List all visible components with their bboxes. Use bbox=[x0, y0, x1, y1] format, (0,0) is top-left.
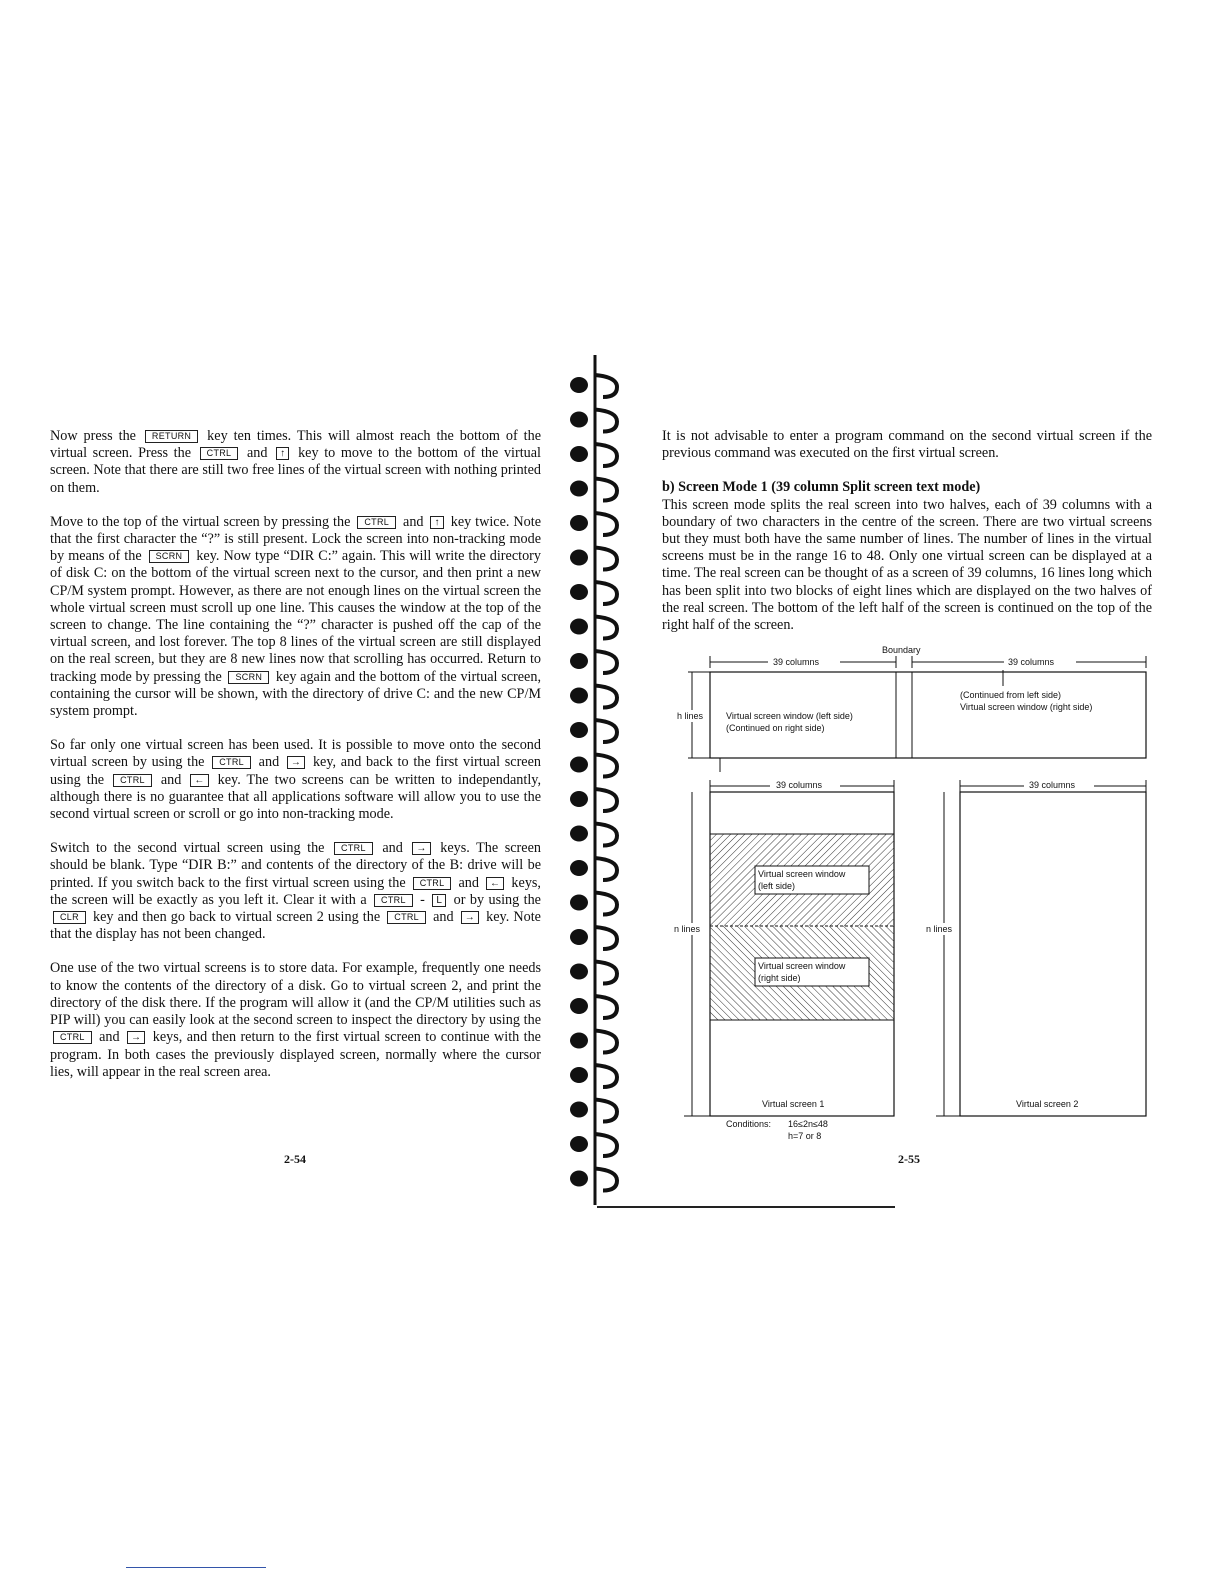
binding-ring bbox=[595, 962, 617, 984]
binding-base-line bbox=[597, 1206, 895, 1208]
binding-ring bbox=[595, 444, 617, 466]
binding-hole bbox=[570, 964, 588, 980]
binding-ring bbox=[595, 927, 617, 949]
binding-hole bbox=[570, 619, 588, 635]
window-caption: Virtual screen window (left side) bbox=[726, 711, 853, 721]
columns-label: 39 columns bbox=[776, 780, 823, 790]
window-caption: (Continued from left side) bbox=[960, 690, 1062, 700]
key-cap: ← bbox=[190, 774, 208, 787]
key-cap: L bbox=[432, 894, 446, 907]
binding-ring bbox=[595, 375, 617, 397]
virtual-screen-2 bbox=[960, 792, 1146, 1116]
binding-ring bbox=[595, 617, 617, 639]
binding-hole bbox=[570, 584, 588, 600]
screen-label: Virtual screen 2 bbox=[1016, 1099, 1079, 1109]
binding-ring bbox=[595, 513, 617, 535]
binding-hole bbox=[570, 550, 588, 566]
columns-label: 39 columns bbox=[773, 657, 820, 667]
paragraph: Now press the RETURN key ten times. This will almost reach the bottom of the virtual screen. Press the CTRL and ↑ key to move to the bottom of the virtual screen. Note that there are still two free lines of the virtual screen with nothing printed on them. bbox=[50, 428, 541, 496]
binding-hole bbox=[570, 1136, 588, 1152]
paragraph: Move to the top of the virtual screen by pressing the CTRL and ↑ key twice. Note that the first character the “?” is still present. Lock the screen into non-tracking mode by means of the SCRN key. Now type “DIR C:” again. This will write the directory of disk C: on the bottom of the virtual screen next to the cursor, and then print a new CP/M system prompt. However, as there are not enough lines on the virtual screen the whole virtual screen must scroll up one line. This causes the window at the top of the screen to change. The line containing the “?” character is pushed off the cap of the virtual screen, and lost forever. The top 8 lines of the virtual screen are still displayed on the real screen, but they are 8 new lines now that scrolling has occurred. Return to tracking mode by pressing the SCRN key again and the bottom of the virtual screen, containing the cursor will be shown, with the directory of drive C: and the new CP/M system prompt. bbox=[50, 513, 541, 720]
binding-hole bbox=[570, 895, 588, 911]
paragraph: One use of the two virtual screens is to store data. For example, frequently one needs to know the contents of the directory of a disk. Go to virtual screen 2, and print the directory of the disk there. If the program will allow it (and the CP/M utilities such as PIP will) you can easily look at the second screen to inspect the directory by using the CTRL and → keys, and then return to the first virtual screen to continue with the program. In both cases the previously displayed screen, normally where the cursor lies, will appear in the real screen area. bbox=[50, 960, 541, 1080]
key-cap: CTRL bbox=[200, 447, 239, 460]
condition: 16≤2n≤48 bbox=[788, 1119, 828, 1129]
window-caption: Virtual screen window bbox=[758, 961, 846, 971]
binding-hole bbox=[570, 929, 588, 945]
key-cap: CTRL bbox=[113, 774, 152, 787]
binding-hole bbox=[570, 1171, 588, 1187]
binding-ring bbox=[595, 789, 617, 811]
key-cap: CTRL bbox=[334, 842, 373, 855]
binding-hole bbox=[570, 688, 588, 704]
page-number-right: 2-55 bbox=[898, 1152, 920, 1166]
binding-ring bbox=[595, 410, 617, 432]
binding-hole bbox=[570, 1067, 588, 1083]
binding-hole bbox=[570, 722, 588, 738]
binding-hole bbox=[570, 377, 588, 393]
paragraph: This screen mode splits the real screen into two halves, each of 39 columns with a boundary of two characters in the centre of the screen. There are two virtual screens but they must both have the same number of lines. The number of lines in the virtual screens must be in the range 16 to 48. Only one virtual screen can be displayed at a time. The real screen can be thought of as a screen of 39 columns, 16 lines long which has been split into two blocks of eight lines which are displayed on the two halves of the real screen. The bottom of the left half of the screen is continued on the top of the right half of the screen. bbox=[662, 496, 1152, 634]
key-cap: SCRN bbox=[149, 550, 190, 563]
binding-hole bbox=[570, 515, 588, 531]
condition: h=7 or 8 bbox=[788, 1131, 822, 1141]
binding-hole bbox=[570, 1033, 588, 1049]
binding-ring bbox=[595, 996, 617, 1018]
key-cap: → bbox=[287, 756, 305, 769]
screen-mode-diagram bbox=[670, 640, 1160, 1150]
columns-label: 39 columns bbox=[1029, 780, 1076, 790]
left-page bbox=[50, 428, 541, 1081]
binding-ring bbox=[595, 1031, 617, 1053]
footer-rule bbox=[126, 1567, 266, 1568]
window-caption: Virtual screen window (right side) bbox=[960, 702, 1093, 712]
key-cap: CTRL bbox=[413, 877, 452, 890]
key-cap: ↑ bbox=[430, 516, 443, 529]
paragraph: So far only one virtual screen has been used. It is possible to move onto the second virtual screen by using the CTRL and → key, and back to the first virtual screen using the CTRL and ← key. The two screens can be written to independantly, although there is no guarantee that all applications software will allow you to use the second virtual screen or scroll or go into non-tracking mode. bbox=[50, 737, 541, 823]
conditions-label: Conditions: bbox=[726, 1119, 772, 1129]
window-caption: (right side) bbox=[758, 973, 801, 983]
lines-label: n lines bbox=[926, 924, 953, 934]
key-cap: ← bbox=[486, 877, 504, 890]
key-cap: RETURN bbox=[145, 430, 198, 443]
binding-ring bbox=[595, 720, 617, 742]
binding-hole bbox=[570, 653, 588, 669]
binding-ring bbox=[595, 1134, 617, 1156]
key-cap: → bbox=[412, 842, 430, 855]
lines-label: n lines bbox=[674, 924, 701, 934]
window-caption: (Continued on right side) bbox=[726, 723, 825, 733]
key-cap: CTRL bbox=[357, 516, 396, 529]
binding-ring bbox=[595, 858, 617, 880]
screen-label: Virtual screen 1 bbox=[762, 1099, 825, 1109]
key-cap: → bbox=[461, 911, 479, 924]
binding-ring bbox=[595, 548, 617, 570]
binding-hole bbox=[570, 446, 588, 462]
binding-hole bbox=[570, 481, 588, 497]
binding-ring bbox=[595, 893, 617, 915]
key-cap: CTRL bbox=[53, 1031, 92, 1044]
binding-hole bbox=[570, 826, 588, 842]
binding-ring bbox=[595, 582, 617, 604]
lines-label: h lines bbox=[677, 711, 704, 721]
binding-ring bbox=[595, 686, 617, 708]
key-cap: ↑ bbox=[276, 447, 289, 460]
paragraph: Switch to the second virtual screen using the CTRL and → keys. The screen should be blank. Type “DIR B:” and contents of the directory of the B: drive will be printed. If you switch back to the first virtual screen using the CTRL and ← keys, the screen will be exactly as you left it. Clear it with a CTRL - L or by using the CLR key and then go back to virtual screen 2 using the CTRL and → key. Note that the display has not been changed. bbox=[50, 840, 541, 943]
key-cap: → bbox=[127, 1031, 145, 1044]
binding-ring bbox=[595, 755, 617, 777]
binding-hole bbox=[570, 998, 588, 1014]
binding-ring bbox=[595, 824, 617, 846]
boundary-label: Boundary bbox=[882, 645, 921, 655]
binding-ring bbox=[595, 651, 617, 673]
binding-hole bbox=[570, 412, 588, 428]
key-cap: CTRL bbox=[212, 756, 251, 769]
binding-ring bbox=[595, 479, 617, 501]
spiral-binding bbox=[565, 355, 645, 1205]
key-cap: CLR bbox=[53, 911, 86, 924]
key-cap: SCRN bbox=[228, 671, 269, 684]
binding-hole bbox=[570, 757, 588, 773]
columns-label: 39 columns bbox=[1008, 657, 1055, 667]
key-cap: CTRL bbox=[387, 911, 426, 924]
binding-hole bbox=[570, 860, 588, 876]
page-number-left: 2-54 bbox=[284, 1152, 306, 1166]
binding-hole bbox=[570, 791, 588, 807]
right-page bbox=[662, 428, 1152, 651]
binding-ring bbox=[595, 1100, 617, 1122]
binding-hole bbox=[570, 1102, 588, 1118]
binding-ring bbox=[595, 1169, 617, 1191]
paragraph: It is not advisable to enter a program command on the second virtual screen if the previous command was executed on the first virtual screen. bbox=[662, 428, 1152, 462]
binding-ring bbox=[595, 1065, 617, 1087]
key-cap: CTRL bbox=[374, 894, 413, 907]
window-caption: Virtual screen window bbox=[758, 869, 846, 879]
section-heading: b) Screen Mode 1 (39 column Split screen text mode) bbox=[662, 479, 981, 496]
window-caption: (left side) bbox=[758, 881, 796, 891]
